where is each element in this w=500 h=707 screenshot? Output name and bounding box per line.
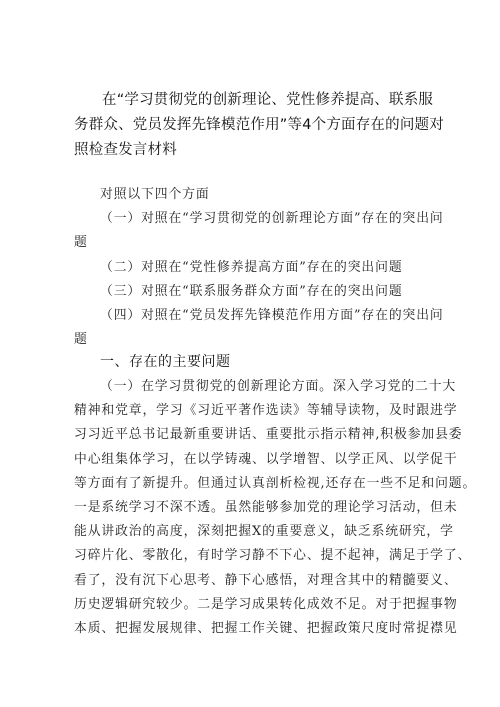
section-line-4: 中心组集体学习，在以学铸魂、以学增智、以学正风、以学促干 [74,451,458,467]
document-title-text: 在“学习贯彻党的创新理论、党性修养提高、联系服务群众、党员发挥先锋模范作用”等4个方面存在的问题对照检查发言材料 [74,92,444,158]
section-line-1: （一）在学习贯彻党的创新理论方面。深入学习党的二十大 [100,379,457,394]
intro-lead: 对照以下四个方面 [100,187,210,202]
section-line-7: 能从讲政治的高度，深刻把握X的重要意义，缺乏系统研究，学 [74,524,454,540]
intro-item-4-line-1: （四）对照在“党员发挥先锋模范作用方面”存在的突出问 [100,308,444,324]
intro-item-1-line-1: （一）对照在“学习贯彻党的创新理论方面”存在的突出问 [100,211,444,227]
section-line-10: 历史逻辑研究较少。二是学习成果转化成效不足。对于把握事物 [74,596,458,612]
section-body [74,375,477,641]
intro-item-4-line-2: 题 [74,332,88,348]
intro-block [74,183,444,352]
section-line-5: 等方面有了新提升。但通过认真剖析检视,还存在一些不足和问题。 [74,475,477,491]
section-heading: 一、存在的主要问题 [100,354,231,370]
section-line-8: 习碎片化、零散化，有时学习静不下心、提不起神，满足于学了、 [74,548,472,564]
section-line-2: 精神和党章，学习《习近平著作选读》等辅导读物，及时跟进学 [74,403,458,419]
section-line-11: 本质、把握发展规律、把握工作关键、把握政策尺度时常捉襟见 [74,621,458,637]
document-title [74,88,444,163]
intro-item-3: （三）对照在“联系服务群众方面”存在的突出问题 [100,283,403,299]
section-line-6: 一是系统学习不深不透。虽然能够参加党的理论学习活动，但未 [74,500,458,516]
section-line-9: 看了，没有沉下心思考、静下心感悟，对理含其中的精髓要义、 [74,572,458,588]
intro-item-2: （二）对照在“党性修养提高方面”存在的突出问题 [100,259,403,275]
intro-item-1-line-2: 题 [74,235,88,251]
section-line-3: 习习近平总书记最新重要讲话、重要批示指示精神,积极参加县委 [74,427,463,443]
